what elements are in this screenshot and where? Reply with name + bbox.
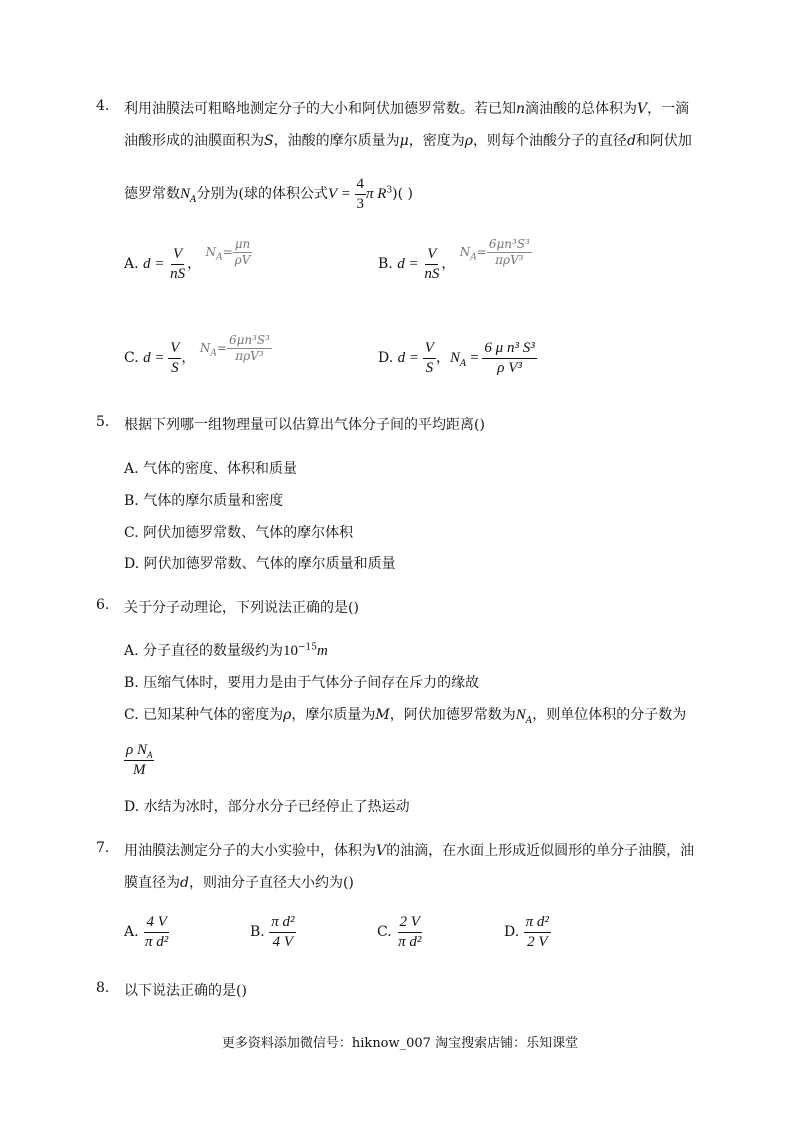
q4-var-d: d bbox=[626, 133, 636, 149]
fraction-denominator: πρV³ bbox=[495, 253, 524, 267]
option-label: A. bbox=[124, 924, 139, 940]
option-label: B. bbox=[250, 924, 265, 940]
equals-sign: = bbox=[216, 341, 227, 355]
option-fraction bbox=[487, 238, 532, 267]
q6-stem: 关于分子动理论，下列说法正确的是() bbox=[124, 600, 359, 616]
q4-block bbox=[96, 98, 109, 114]
option-fraction bbox=[168, 246, 187, 282]
fraction-numerator: V bbox=[423, 340, 436, 359]
power-exponent: −15 bbox=[298, 642, 318, 653]
q4-line2 bbox=[124, 130, 692, 150]
q6-option-a bbox=[124, 640, 328, 660]
option-label: D. bbox=[504, 924, 520, 940]
option-fraction bbox=[124, 742, 154, 778]
fraction-denominator: S bbox=[425, 359, 434, 376]
equals-sign: = bbox=[222, 245, 233, 259]
q6-option-b: B. 压缩气体时，要用力是由于气体分子间存在斥力的缘故 bbox=[124, 675, 480, 691]
equals-sign: = bbox=[476, 245, 487, 259]
q4-var-rho: ρ bbox=[464, 133, 473, 149]
q4-text: ，一滴 bbox=[647, 101, 690, 117]
fraction-numerator: π d² bbox=[524, 914, 551, 933]
option-fraction bbox=[396, 914, 423, 950]
q5-option-b: B. 气体的摩尔质量和密度 bbox=[124, 493, 284, 509]
option-na-formula bbox=[199, 332, 272, 363]
fraction-denominator: nS bbox=[424, 265, 440, 282]
q4-number: 4. bbox=[96, 98, 110, 114]
page-footer: 更多资料添加微信号：hiknow_007 淘宝搜索店铺：乐知课堂 bbox=[221, 1036, 579, 1051]
var-rho: ρ bbox=[283, 707, 292, 723]
fraction-denominator: S bbox=[171, 359, 179, 376]
na-sub: A bbox=[525, 715, 533, 726]
option-fraction bbox=[168, 340, 181, 376]
q8-stem: 以下说法正确的是() bbox=[124, 983, 247, 999]
option-comma: ， bbox=[181, 350, 196, 366]
sphere-formula-lhs: V = bbox=[327, 186, 355, 202]
fraction-denominator: 3 bbox=[356, 195, 364, 212]
var-v: V bbox=[376, 843, 387, 859]
option-label: C. bbox=[377, 924, 392, 940]
q4-var-s: S bbox=[264, 133, 274, 149]
q4-text: )( ) bbox=[392, 186, 414, 202]
sphere-formula-rest: π R bbox=[366, 186, 387, 202]
q4-option-c bbox=[124, 332, 272, 376]
q5-stem: 根据下列哪一组物理量可以估算出气体分子间的平均距离() bbox=[124, 417, 485, 433]
option-text: A. 分子直径的数量级约为 bbox=[124, 643, 284, 659]
equals-sign: = bbox=[466, 350, 483, 366]
option-fraction bbox=[143, 914, 170, 950]
fraction-denominator: nS bbox=[170, 265, 186, 282]
option-fraction bbox=[524, 914, 551, 950]
option-comma: ， bbox=[187, 256, 202, 272]
na-symbol: N bbox=[515, 707, 526, 723]
q4-var-mu: μ bbox=[399, 133, 409, 149]
q4-option-b bbox=[378, 236, 532, 282]
q5-option-a: A. 气体的密度、体积和质量 bbox=[124, 461, 298, 477]
fraction-denominator: 4 V bbox=[272, 933, 294, 950]
fraction-denominator: ρV bbox=[234, 253, 251, 267]
q4-text: 油酸形成的油膜面积为 bbox=[124, 133, 264, 149]
option-text: ，摩尔质量为 bbox=[291, 707, 376, 723]
q4-line3 bbox=[124, 176, 413, 212]
q8-number: 8. bbox=[96, 980, 110, 996]
fraction-numerator: 6 μ n³ S³ bbox=[482, 340, 536, 359]
q4-text: ，密度为 bbox=[408, 133, 465, 149]
q7-option-c bbox=[377, 914, 423, 950]
option-na-formula bbox=[459, 236, 532, 267]
option-text: C. 已知某种气体的密度为 bbox=[124, 707, 284, 723]
na-sub: A bbox=[210, 348, 217, 359]
var-m: M bbox=[375, 707, 390, 723]
q4-var-n: n bbox=[516, 101, 526, 117]
q6-number: 6. bbox=[96, 597, 110, 613]
fraction-numerator: μn bbox=[233, 238, 253, 253]
fraction-numerator: 6μn³S³ bbox=[487, 238, 532, 253]
option-var-d: d = bbox=[397, 350, 423, 366]
fraction-numerator: π d² bbox=[269, 914, 296, 933]
fraction-numerator: V bbox=[171, 246, 184, 265]
fraction-denominator: πρV³ bbox=[235, 349, 264, 363]
q7-number: 7. bbox=[96, 840, 110, 856]
na-symbol: N bbox=[205, 245, 217, 259]
fraction-denominator: π d² bbox=[398, 933, 422, 950]
q7-option-b bbox=[250, 914, 296, 950]
fraction-numerator: 6μn³S³ bbox=[227, 334, 272, 349]
q4-text: ，则每个油酸分子的直径 bbox=[472, 133, 627, 149]
option-comma: ， bbox=[441, 256, 456, 272]
q5-number: 5. bbox=[96, 414, 110, 430]
na-sub: A bbox=[470, 252, 477, 263]
q4-var-na: N bbox=[180, 186, 191, 202]
option-var-d: d = bbox=[397, 256, 423, 272]
q4-text: 分别为(球的体积公式 bbox=[196, 186, 328, 202]
q4-text: ，油酸的摩尔质量为 bbox=[273, 133, 400, 149]
na-sub: A bbox=[216, 252, 223, 263]
na-sub: A bbox=[459, 358, 467, 369]
q5-option-d: D. 阿伏加德罗常数、气体的摩尔质量和质量 bbox=[124, 556, 396, 572]
q4-var-na-sub: A bbox=[190, 194, 197, 205]
option-comma: ， bbox=[435, 350, 450, 366]
q6-option-c bbox=[124, 704, 686, 724]
option-fraction bbox=[233, 238, 253, 267]
q4-text: 滴油酸的总体积为 bbox=[525, 101, 638, 117]
option-fraction bbox=[227, 334, 272, 363]
q7-text: 的油滴，在水面上形成近似圆形的单分子油膜，油 bbox=[386, 843, 695, 859]
q7-text: 膜直径为 bbox=[124, 875, 180, 891]
q6-option-c-fraction bbox=[124, 742, 154, 778]
q4-text: 利用油膜法可粗略地测定分子的大小和阿伏加德罗常数。若已知 bbox=[124, 101, 516, 117]
fraction-numerator bbox=[124, 742, 154, 761]
sphere-formula-exponent: 3 bbox=[386, 185, 393, 196]
fraction-numerator: V bbox=[425, 246, 438, 265]
na-symbol: N bbox=[449, 350, 460, 366]
q4-var-v: V bbox=[637, 101, 648, 117]
fraction-numerator: 4 V bbox=[144, 914, 168, 933]
q4-text: 德罗常数 bbox=[124, 186, 180, 202]
option-var-d: d = bbox=[143, 256, 169, 272]
fraction-numerator: V bbox=[168, 340, 181, 359]
na-symbol: N bbox=[199, 341, 211, 355]
na-symbol: N bbox=[459, 245, 471, 259]
sphere-formula-fraction bbox=[355, 176, 367, 212]
option-fraction bbox=[482, 340, 536, 376]
option-var-d: d = bbox=[143, 350, 169, 366]
fraction-denominator: 2 V bbox=[527, 933, 548, 950]
q7-line2 bbox=[124, 872, 354, 892]
option-text: ，阿伏加德罗常数为 bbox=[389, 707, 516, 723]
power-base: 10 bbox=[283, 643, 299, 659]
q7-text: 用油膜法测定分子的大小实验中，体积为 bbox=[124, 843, 376, 859]
numerator-text: ρ N bbox=[126, 742, 147, 758]
q4-text: 和阿伏加 bbox=[635, 133, 692, 149]
option-label: C. bbox=[124, 350, 139, 366]
fraction-denominator: ρ V³ bbox=[497, 359, 522, 376]
option-fraction bbox=[269, 914, 296, 950]
option-fraction bbox=[423, 340, 436, 376]
unit: m bbox=[317, 643, 328, 659]
q6-option-d: D. 水结为冰时，部分水分子已经停止了热运动 bbox=[124, 799, 410, 815]
q4-option-d bbox=[378, 340, 537, 376]
q7-option-d bbox=[504, 914, 551, 950]
numerator-sub: A bbox=[146, 750, 153, 760]
fraction-denominator: M bbox=[132, 761, 146, 778]
q5-option-c: C. 阿伏加德罗常数、气体的摩尔体积 bbox=[124, 525, 354, 541]
fraction-numerator: 4 bbox=[355, 176, 367, 195]
q7-option-a bbox=[124, 914, 170, 950]
fraction-denominator: π d² bbox=[145, 933, 169, 950]
q7-text: ，则油分子直径大小约为() bbox=[188, 875, 354, 891]
var-d: d bbox=[180, 875, 189, 891]
option-label: A. bbox=[124, 256, 139, 272]
option-label: D. bbox=[378, 350, 394, 366]
option-fraction bbox=[422, 246, 441, 282]
q4-line1 bbox=[124, 98, 689, 118]
q7-line1 bbox=[124, 840, 694, 860]
option-text: ，则单位体积的分子数为 bbox=[532, 707, 687, 723]
option-label: B. bbox=[378, 256, 393, 272]
fraction-numerator: 2 V bbox=[398, 914, 422, 933]
